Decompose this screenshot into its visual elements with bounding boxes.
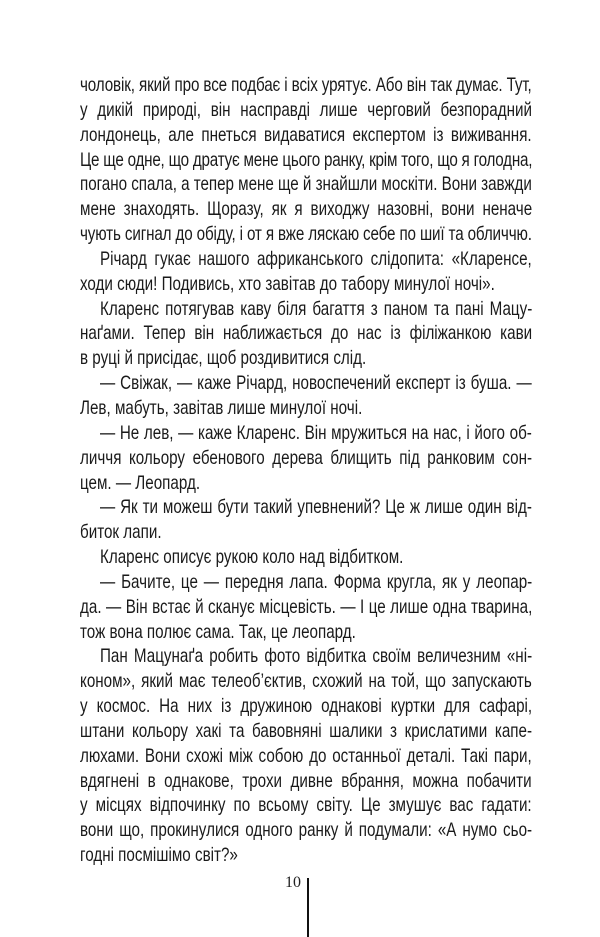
text-line xyxy=(80,396,532,421)
text-line-content: тож вона полює сама. Так, це леопард. xyxy=(80,620,356,643)
text-line xyxy=(80,545,532,570)
text-line-content: мене знаходять. Щоразу, як я виходжу назовні, вони неначе xyxy=(80,198,532,221)
paragraph xyxy=(80,644,532,868)
paragraph xyxy=(80,421,532,496)
text-line-content: биток лапи. xyxy=(80,521,162,544)
text-line xyxy=(80,570,532,595)
text-line-content: годні посмішімо світ?» xyxy=(80,844,238,867)
text-line-content: у дикій природі, він насправді лише черговий безпорадний xyxy=(80,98,532,121)
page-number: 10 xyxy=(285,874,301,891)
text-line-content: у космос. На них із дружиною однакові куртки для сафарі, xyxy=(80,695,532,718)
text-line-content: ходи сюди! Подивись, хто завітав до табору минулої ночі». xyxy=(80,272,495,295)
text-line-content: да. — Він встає й сканує місцевість. — І це лише одна тварина, xyxy=(80,595,532,618)
paragraph xyxy=(80,247,532,297)
text-line-content: Це ще одне, що дратує мене цього ранку, крім того, що я голодна, xyxy=(80,148,532,171)
text-line xyxy=(80,669,532,694)
text-line-content: — Як ти можеш бути такий упевнений? Це ж лише один від- xyxy=(100,496,532,519)
paragraph xyxy=(80,545,532,570)
text-line xyxy=(80,371,532,396)
text-line xyxy=(80,595,532,620)
text-line-content: Пан Мацунаґа робить фото відбитка своїм величезним «ні- xyxy=(100,645,532,668)
text-line xyxy=(80,123,532,148)
text-line-content: вони що, прокинулися одного ранку й подумали: «А нумо сьо- xyxy=(80,819,532,842)
text-line xyxy=(80,73,532,98)
text-line-content: личчя кольору ебенового дерева блищить під ранковим сон- xyxy=(80,446,532,469)
margin-rule xyxy=(307,878,309,937)
text-line xyxy=(80,172,532,197)
text-line xyxy=(80,719,532,744)
text-line-content: чують сигнал до обіду, і от я вже ляскаю себе по шиї та обличчю. xyxy=(80,223,532,246)
text-line-content: штани кольору хакі та бавовняні шалики з крислатими капе- xyxy=(80,719,532,742)
text-line-content: коном», який має телеоб’єктив, схожий на той, що запускають xyxy=(80,670,532,693)
text-line-content: вдягнені в однакове, трохи дивне вбрання, можна побачити xyxy=(80,769,532,792)
paragraph xyxy=(80,371,532,421)
text-line xyxy=(80,148,532,173)
text-line-content: Кларенс потягував каву біля багаття з паном та пані Мацу- xyxy=(100,297,532,320)
text-line xyxy=(80,471,532,496)
text-line xyxy=(80,446,532,471)
paragraph xyxy=(80,297,532,372)
text-line-content: цем. — Леопард. xyxy=(80,471,201,494)
text-line xyxy=(80,321,532,346)
text-line xyxy=(80,694,532,719)
text-line-content: — Не лев, — каже Кларенс. Він мружиться на нас, і його об- xyxy=(100,421,532,444)
text-line-content: — Бачите, це — передня лапа. Форма кругла, як у леопар- xyxy=(100,570,532,593)
text-line-content: — Свіжак, — каже Річард, новоспечений експерт із буша. — xyxy=(100,372,532,395)
text-line xyxy=(80,495,532,520)
paragraph xyxy=(80,570,532,645)
text-line xyxy=(80,272,532,297)
text-line xyxy=(80,818,532,843)
text-line-content: погано спала, а тепер мене ще й знайшли москіти. Вони завжди xyxy=(80,173,532,196)
text-line xyxy=(80,297,532,322)
text-line xyxy=(80,843,532,868)
text-line xyxy=(80,98,532,123)
text-line-content: у місцях відпочинку по всьому світу. Це змушує вас гадати: xyxy=(80,794,532,817)
text-line-content: Лев, мабуть, завітав лише минулої ночі. xyxy=(80,396,363,419)
text-line-content: в руці й присідає, щоб роздивитися слід. xyxy=(80,347,367,370)
text-line-content: Річард гукає нашого африканського слідопита: «Кларенсе, xyxy=(100,247,532,270)
text-line-content: чоловік, який про все подбає і всіх урятує. Або він так думає. Тут, xyxy=(80,74,532,96)
text-line xyxy=(80,620,532,645)
text-line-content: наґами. Тепер він наближається до нас із філіжанкою кави xyxy=(80,322,532,345)
paragraph xyxy=(80,495,532,545)
text-line xyxy=(80,520,532,545)
paragraph xyxy=(80,73,532,247)
text-line xyxy=(80,197,532,222)
text-line xyxy=(80,744,532,769)
text-line-content: люхами. Вони схожі між собою до останньої деталі. Такі пари, xyxy=(80,744,532,767)
text-line xyxy=(80,644,532,669)
text-line xyxy=(80,222,532,247)
text-line xyxy=(80,793,532,818)
text-line xyxy=(80,346,532,371)
text-line-content: Кларенс описує рукою коло над відбитком. xyxy=(100,546,404,569)
text-line-content: лондонець, але пнеться видаватися експертом із виживання. xyxy=(80,123,532,146)
body-text xyxy=(80,73,532,868)
text-line xyxy=(80,247,532,272)
text-line xyxy=(80,421,532,446)
text-line xyxy=(80,769,532,794)
